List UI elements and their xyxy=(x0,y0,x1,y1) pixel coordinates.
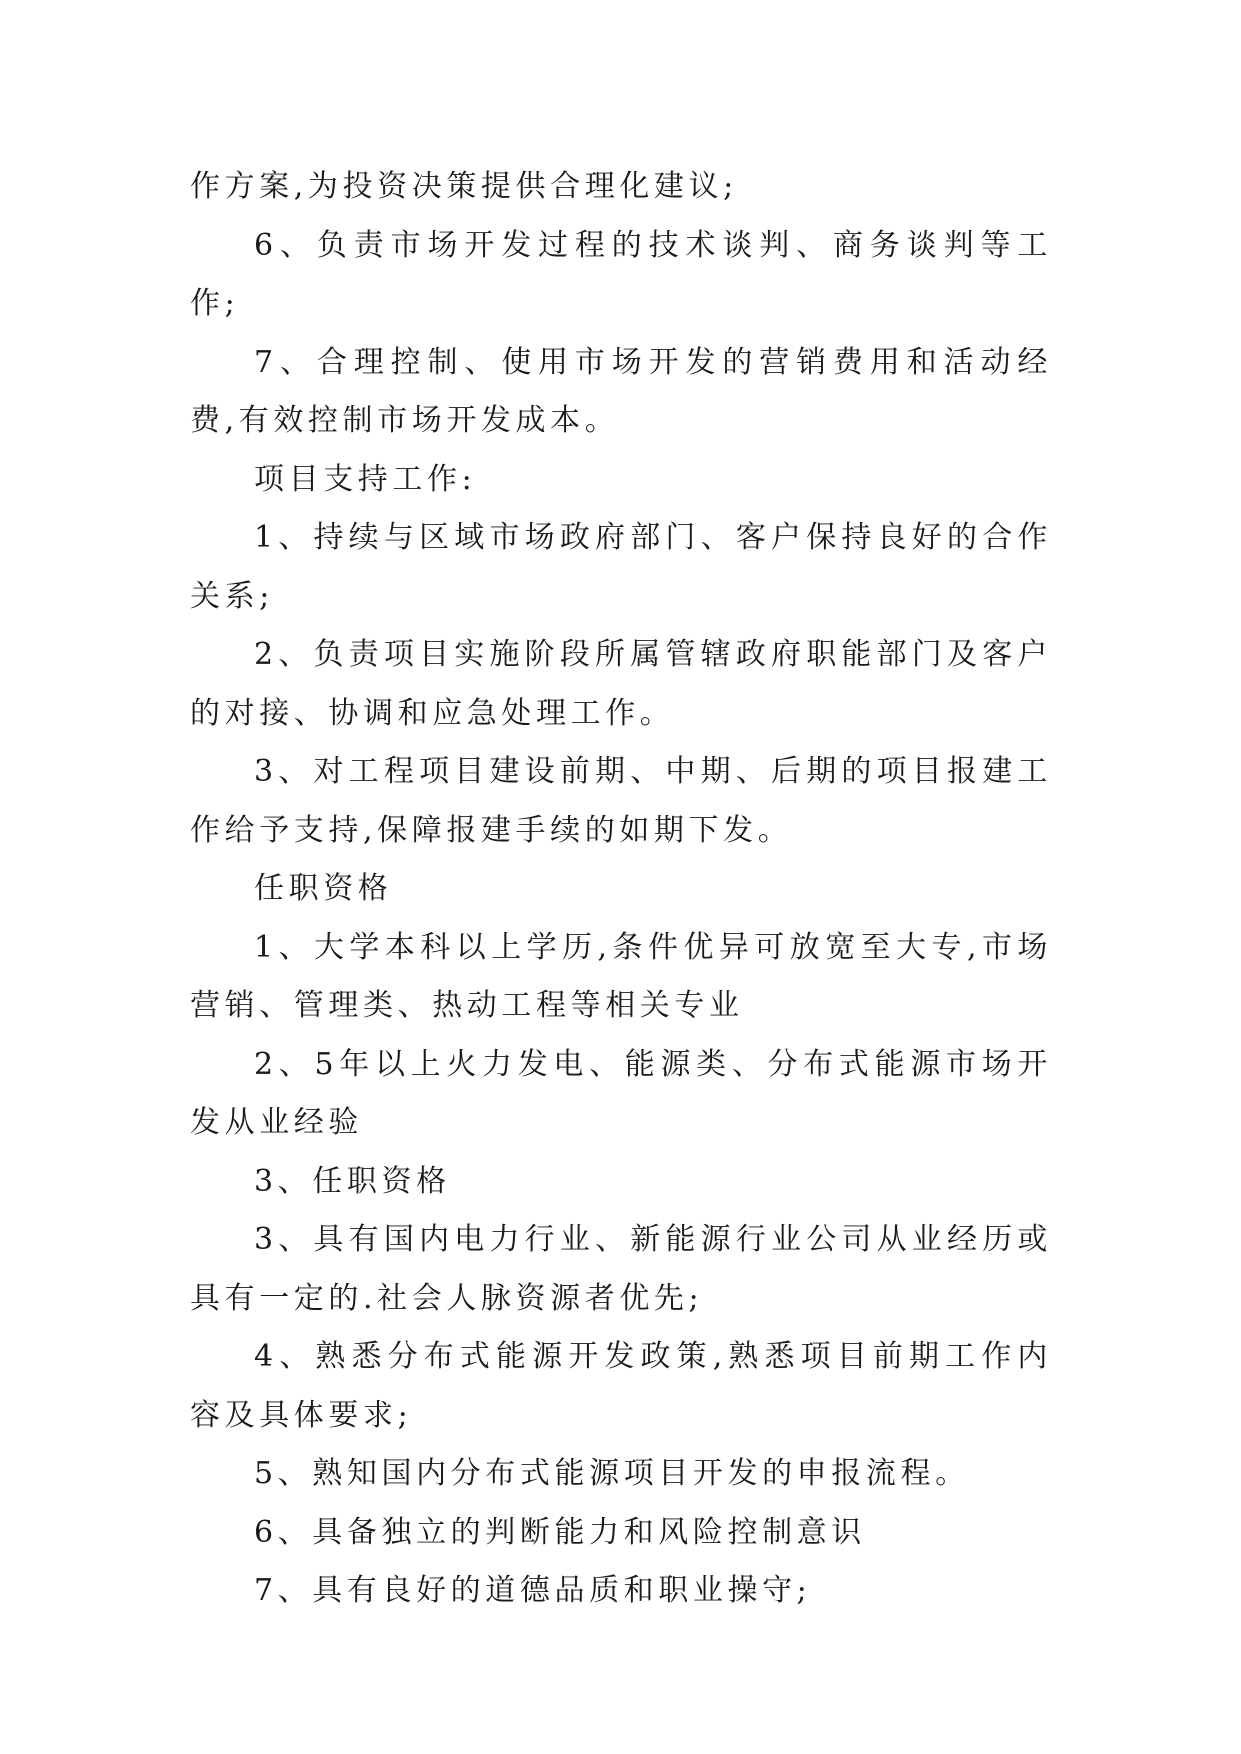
paragraph: 7、具有良好的道德品质和职业操守; xyxy=(254,1573,812,1608)
paragraph: 3、对工程项目建设前期、中期、后期的项目报建工作给予支持,保障报建手续的如期下发。 xyxy=(190,754,1052,848)
paragraph: 6、负责市场开发过程的技术谈判、商务谈判等工作; xyxy=(190,227,1052,321)
paragraph: 1、大学本科以上学历,条件优异可放宽至大专,市场营销、管理类、热动工程等相关专业 xyxy=(190,929,1052,1023)
paragraph: 3、具有国内电力行业、新能源行业公司从业经历或具有一定的.社会人脉资源者优先; xyxy=(190,1222,1052,1316)
paragraph: 作方案,为投资决策提供合理化建议; xyxy=(190,169,738,204)
paragraph: 6、具备独立的判断能力和风险控制意识 xyxy=(254,1514,866,1550)
paragraph: 2、负责项目实施阶段所属管辖政府职能部门及客户的对接、协调和应急处理工作。 xyxy=(190,637,1052,731)
section-heading: 项目支持工作: xyxy=(254,461,477,497)
section-heading: 任职资格 xyxy=(254,871,393,906)
document-body xyxy=(190,158,1052,1621)
paragraph: 7、合理控制、使用市场开发的营销费用和活动经费,有效控制市场开发成本。 xyxy=(190,344,1052,438)
paragraph: 4、熟悉分布式能源开发政策,熟悉项目前期工作内容及具体要求; xyxy=(190,1339,1052,1433)
paragraph: 5、熟知国内分布式能源项目开发的申报流程。 xyxy=(254,1456,970,1491)
paragraph: 1、持续与区域市场政府部门、客户保持良好的合作关系; xyxy=(190,520,1052,614)
paragraph: 3、任职资格 xyxy=(254,1163,451,1199)
paragraph: 2、5年以上火力发电、能源类、分布式能源市场开发从业经验 xyxy=(190,1046,1052,1140)
